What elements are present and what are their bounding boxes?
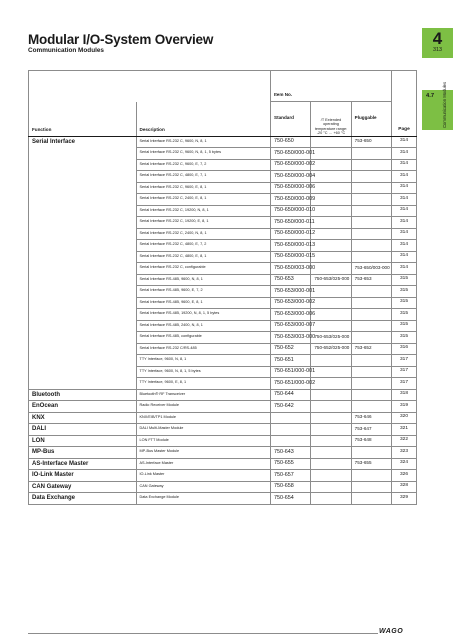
standard-item-cell: 750-654 bbox=[271, 493, 311, 505]
page-cell: 314 bbox=[392, 171, 417, 183]
function-cell bbox=[29, 366, 137, 378]
pluggable-item-cell: 753-653 bbox=[351, 274, 391, 286]
extended-item-cell bbox=[311, 194, 351, 206]
extended-item-cell bbox=[311, 251, 351, 263]
header-standard: Standard bbox=[271, 102, 311, 137]
table-row bbox=[29, 217, 417, 229]
table-row bbox=[29, 458, 417, 470]
standard-item-cell: 750-653/003-000 bbox=[271, 332, 311, 344]
pluggable-item-cell: 753-650 bbox=[351, 136, 391, 148]
section-label: Communication Modules bbox=[442, 81, 447, 128]
standard-item-cell: 750-653/000-007 bbox=[271, 320, 311, 332]
chapter-number: 4 bbox=[432, 29, 443, 48]
pluggable-item-cell: 753-648 bbox=[351, 435, 391, 447]
standard-item-cell: 750-650/000-012 bbox=[271, 228, 311, 240]
extended-item-cell bbox=[311, 159, 351, 171]
pluggable-item-cell bbox=[351, 171, 391, 183]
extended-item-cell bbox=[311, 355, 351, 367]
function-cell: EnOcean bbox=[29, 401, 137, 413]
standard-item-cell: 750-655 bbox=[271, 458, 311, 470]
pluggable-item-cell: 753-646 bbox=[351, 412, 391, 424]
description-cell: TTY Interface, 9600, N, 8, 1, 5 bytes bbox=[136, 366, 271, 378]
page-subtitle: Communication Modules bbox=[28, 47, 104, 54]
table-row bbox=[29, 159, 417, 171]
pluggable-item-cell bbox=[351, 194, 391, 206]
pluggable-item-cell bbox=[351, 320, 391, 332]
table-row bbox=[29, 493, 417, 505]
header-pluggable: Pluggable bbox=[351, 102, 391, 137]
table-row bbox=[29, 263, 417, 275]
wago-logo bbox=[379, 626, 403, 636]
table-row bbox=[29, 447, 417, 459]
extended-item-cell bbox=[311, 171, 351, 183]
function-cell bbox=[29, 343, 137, 355]
header-description: Description bbox=[136, 102, 271, 137]
standard-item-cell: 750-650/000-013 bbox=[271, 240, 311, 252]
table-row bbox=[29, 171, 417, 183]
standard-item-cell: 750-653/000-006 bbox=[271, 309, 311, 321]
description-cell: Serial Interface RS-232 C, 19200, N, 8, 1 bbox=[136, 205, 271, 217]
standard-item-cell: 750-658 bbox=[271, 481, 311, 493]
extended-item-cell bbox=[311, 366, 351, 378]
extended-item-cell bbox=[311, 136, 351, 148]
page-cell: 329 bbox=[392, 493, 417, 505]
description-cell: MP-Bus Master Module bbox=[136, 447, 271, 459]
extended-item-cell bbox=[311, 182, 351, 194]
standard-item-cell: 750-650/000-006 bbox=[271, 182, 311, 194]
header-page: Page bbox=[392, 102, 417, 137]
function-cell bbox=[29, 159, 137, 171]
table-row bbox=[29, 378, 417, 390]
page-cell: 321 bbox=[392, 424, 417, 436]
standard-item-cell: 750-650/000-004 bbox=[271, 171, 311, 183]
extended-item-cell bbox=[311, 470, 351, 482]
table-row bbox=[29, 228, 417, 240]
page-cell: 315 bbox=[392, 297, 417, 309]
pluggable-item-cell bbox=[351, 447, 391, 459]
pluggable-item-cell: 753-650/003-000 bbox=[351, 263, 391, 275]
pluggable-item-cell bbox=[351, 493, 391, 505]
overview-table bbox=[28, 70, 417, 505]
page-cell: 324 bbox=[392, 458, 417, 470]
extended-item-cell bbox=[311, 217, 351, 229]
standard-item-cell: 750-653/000-001 bbox=[271, 286, 311, 298]
table-row bbox=[29, 332, 417, 344]
table-header-row bbox=[29, 102, 417, 137]
function-cell bbox=[29, 286, 137, 298]
pluggable-item-cell bbox=[351, 240, 391, 252]
page-number: 313 bbox=[433, 47, 442, 53]
table-row bbox=[29, 148, 417, 160]
description-cell: Serial Interface RS-232 C, 19200, E, 8, 1 bbox=[136, 217, 271, 229]
table-row bbox=[29, 481, 417, 493]
table-row bbox=[29, 251, 417, 263]
wago-logo-text: WAGO bbox=[379, 627, 404, 635]
function-cell bbox=[29, 251, 137, 263]
standard-item-cell: 750-651/000-001 bbox=[271, 366, 311, 378]
pluggable-item-cell bbox=[351, 401, 391, 413]
standard-item-cell: 750-651 bbox=[271, 355, 311, 367]
description-cell: Serial Interface RS-232 C, 9600, E, 7, 2 bbox=[136, 159, 271, 171]
extended-item-cell: 750-653/025-000 bbox=[311, 274, 351, 286]
page-cell: 314 bbox=[392, 251, 417, 263]
extended-item-cell bbox=[311, 297, 351, 309]
table-row bbox=[29, 240, 417, 252]
page-cell: 326 bbox=[392, 470, 417, 482]
page-cell: 314 bbox=[392, 228, 417, 240]
page-cell: 317 bbox=[392, 378, 417, 390]
pluggable-item-cell bbox=[351, 148, 391, 160]
table-row bbox=[29, 424, 417, 436]
table-row bbox=[29, 286, 417, 298]
description-cell: Serial Interface RS-485, 2400, N, 8, 1 bbox=[136, 320, 271, 332]
extended-item-cell bbox=[311, 412, 351, 424]
extended-item-cell bbox=[311, 148, 351, 160]
table-row bbox=[29, 309, 417, 321]
extended-item-cell bbox=[311, 493, 351, 505]
description-cell: Radio Receiver Module bbox=[136, 401, 271, 413]
page-cell: 318 bbox=[392, 389, 417, 401]
page-cell: 322 bbox=[392, 435, 417, 447]
table-row bbox=[29, 355, 417, 367]
page-cell: 314 bbox=[392, 194, 417, 206]
standard-item-cell: 750-657 bbox=[271, 470, 311, 482]
description-cell: Serial Interface RS-485, 9600, E, 7, 2 bbox=[136, 286, 271, 298]
description-cell: Serial Interface RS-232 C, 9600, E, 8, 1 bbox=[136, 182, 271, 194]
extended-item-cell bbox=[311, 481, 351, 493]
function-cell: MP-Bus bbox=[29, 447, 137, 459]
function-cell bbox=[29, 148, 137, 160]
function-cell: LON bbox=[29, 435, 137, 447]
extended-item-cell bbox=[311, 263, 351, 275]
table-row bbox=[29, 401, 417, 413]
description-cell: TTY Interface, 9600, E, 8, 1 bbox=[136, 378, 271, 390]
extended-item-cell bbox=[311, 378, 351, 390]
page-cell: 314 bbox=[392, 182, 417, 194]
table-header-row bbox=[29, 71, 417, 102]
description-cell: AS-Interface Master bbox=[136, 458, 271, 470]
description-cell: Serial Interface RS-232 C, 2400, N, 8, 1 bbox=[136, 228, 271, 240]
description-cell: Serial Interface RS-232 C/RS-485 bbox=[136, 343, 271, 355]
pluggable-item-cell: 753-655 bbox=[351, 458, 391, 470]
standard-item-cell: 750-642 bbox=[271, 401, 311, 413]
standard-item-cell: 750-650/000-009 bbox=[271, 194, 311, 206]
description-cell: TTY Interface, 9600, N, 8, 1 bbox=[136, 355, 271, 367]
table-row bbox=[29, 343, 417, 355]
function-cell: DALI bbox=[29, 424, 137, 436]
pluggable-item-cell bbox=[351, 366, 391, 378]
function-cell: AS-Interface Master bbox=[29, 458, 137, 470]
description-cell: Serial Interface RS-232 C, configurable bbox=[136, 263, 271, 275]
standard-item-cell: 750-650/003-000 bbox=[271, 263, 311, 275]
function-cell: KNX bbox=[29, 412, 137, 424]
pluggable-item-cell bbox=[351, 470, 391, 482]
header-function: Function bbox=[29, 102, 137, 137]
chapter-tab bbox=[422, 28, 453, 58]
description-cell: IO-Link Master bbox=[136, 470, 271, 482]
standard-item-cell bbox=[271, 424, 311, 436]
function-cell bbox=[29, 171, 137, 183]
extended-item-cell bbox=[311, 389, 351, 401]
standard-item-cell: 750-643 bbox=[271, 447, 311, 459]
page-cell: 314 bbox=[392, 159, 417, 171]
description-cell: CAN Gateway bbox=[136, 481, 271, 493]
extended-item-cell bbox=[311, 424, 351, 436]
pluggable-item-cell bbox=[351, 217, 391, 229]
standard-item-cell: 750-650/000-002 bbox=[271, 159, 311, 171]
table-row bbox=[29, 274, 417, 286]
function-cell bbox=[29, 205, 137, 217]
pluggable-item-cell: 753-647 bbox=[351, 424, 391, 436]
table-row bbox=[29, 205, 417, 217]
extended-item-cell: 750-652/025-000 bbox=[311, 343, 351, 355]
function-cell bbox=[29, 182, 137, 194]
function-cell: Serial Interface bbox=[29, 136, 137, 148]
function-cell: CAN Gateway bbox=[29, 481, 137, 493]
standard-item-cell: 750-650/000-001 bbox=[271, 148, 311, 160]
description-cell: Serial Interface RS-232 C, 9600, N, 8, 1 bbox=[136, 136, 271, 148]
standard-item-cell: 750-650 bbox=[271, 136, 311, 148]
table-row bbox=[29, 194, 417, 206]
pluggable-item-cell bbox=[351, 378, 391, 390]
header-extended: /T Extended operating temperature range: -20 °C … +60 °C bbox=[311, 102, 351, 137]
extended-item-cell bbox=[311, 447, 351, 459]
page-cell: 317 bbox=[392, 366, 417, 378]
page-cell: 315 bbox=[392, 286, 417, 298]
extended-item-cell bbox=[311, 286, 351, 298]
table-row bbox=[29, 297, 417, 309]
pluggable-item-cell bbox=[351, 159, 391, 171]
pluggable-item-cell: 753-652 bbox=[351, 343, 391, 355]
description-cell: Serial Interface RS-485, configurable bbox=[136, 332, 271, 344]
page-cell: 315 bbox=[392, 309, 417, 321]
pluggable-item-cell bbox=[351, 309, 391, 321]
page-cell: 315 bbox=[392, 320, 417, 332]
page-cell: 317 bbox=[392, 355, 417, 367]
footer-rule bbox=[28, 633, 378, 634]
page-title: Modular I/O-System Overview bbox=[28, 32, 214, 47]
pluggable-item-cell bbox=[351, 182, 391, 194]
extended-item-cell bbox=[311, 240, 351, 252]
table-row bbox=[29, 470, 417, 482]
page-cell: 323 bbox=[392, 447, 417, 459]
function-cell bbox=[29, 240, 137, 252]
page-cell: 314 bbox=[392, 263, 417, 275]
function-cell bbox=[29, 378, 137, 390]
page-cell: 314 bbox=[392, 205, 417, 217]
description-cell: Serial Interface RS-232 C, 4800, E, 7, 1 bbox=[136, 171, 271, 183]
standard-item-cell: 750-644 bbox=[271, 389, 311, 401]
extended-item-cell bbox=[311, 309, 351, 321]
pluggable-item-cell bbox=[351, 286, 391, 298]
extended-item-cell bbox=[311, 205, 351, 217]
extended-item-cell bbox=[311, 401, 351, 413]
table-row bbox=[29, 366, 417, 378]
standard-item-cell bbox=[271, 412, 311, 424]
page-cell: 316 bbox=[392, 343, 417, 355]
table-row bbox=[29, 412, 417, 424]
pluggable-item-cell bbox=[351, 332, 391, 344]
description-cell: Serial Interface RS-232 C, 2400, E, 8, 1 bbox=[136, 194, 271, 206]
pluggable-item-cell bbox=[351, 355, 391, 367]
function-cell: Data Exchange bbox=[29, 493, 137, 505]
description-cell: Serial Interface RS-485, 9600, N, 8, 1 bbox=[136, 274, 271, 286]
standard-item-cell: 750-650/000-010 bbox=[271, 205, 311, 217]
extended-item-cell bbox=[311, 228, 351, 240]
description-cell: DALI Multi-Master Module bbox=[136, 424, 271, 436]
function-cell: Bluetooth bbox=[29, 389, 137, 401]
table-row bbox=[29, 435, 417, 447]
function-cell bbox=[29, 194, 137, 206]
standard-item-cell: 750-650/000-011 bbox=[271, 217, 311, 229]
description-cell: Serial Interface RS-232 C, 9600, N, 8, 1, 5 bytes bbox=[136, 148, 271, 160]
page-cell: 314 bbox=[392, 240, 417, 252]
page-cell: 320 bbox=[392, 412, 417, 424]
page-cell: 314 bbox=[392, 136, 417, 148]
function-cell bbox=[29, 274, 137, 286]
page-cell: 328 bbox=[392, 481, 417, 493]
function-cell bbox=[29, 355, 137, 367]
standard-item-cell bbox=[271, 435, 311, 447]
extended-item-cell bbox=[311, 435, 351, 447]
function-cell bbox=[29, 309, 137, 321]
description-cell: Bluetooth® RF Transceiver bbox=[136, 389, 271, 401]
function-cell bbox=[29, 297, 137, 309]
pluggable-item-cell bbox=[351, 481, 391, 493]
table-row bbox=[29, 182, 417, 194]
table-row bbox=[29, 389, 417, 401]
page-cell: 314 bbox=[392, 217, 417, 229]
description-cell: LON FTT Module bbox=[136, 435, 271, 447]
section-number: 4.7 bbox=[426, 93, 435, 99]
function-cell bbox=[29, 320, 137, 332]
description-cell: KNX/EIB/TP1 Module bbox=[136, 412, 271, 424]
standard-item-cell: 750-652 bbox=[271, 343, 311, 355]
page-cell: 319 bbox=[392, 401, 417, 413]
table-row bbox=[29, 320, 417, 332]
pluggable-item-cell bbox=[351, 228, 391, 240]
table-row bbox=[29, 136, 417, 148]
extended-item-cell: 750-653/025-000 bbox=[311, 332, 351, 344]
description-cell: Data Exchange Module bbox=[136, 493, 271, 505]
standard-item-cell: 750-651/000-002 bbox=[271, 378, 311, 390]
section-tab bbox=[422, 81, 453, 130]
page-cell: 315 bbox=[392, 332, 417, 344]
pluggable-item-cell bbox=[351, 297, 391, 309]
pluggable-item-cell bbox=[351, 389, 391, 401]
standard-item-cell: 750-650/000-015 bbox=[271, 251, 311, 263]
page-cell: 315 bbox=[392, 274, 417, 286]
header-item-no: Item No. bbox=[271, 71, 392, 102]
extended-item-cell bbox=[311, 320, 351, 332]
standard-item-cell: 750-653 bbox=[271, 274, 311, 286]
function-cell bbox=[29, 332, 137, 344]
standard-item-cell: 750-653/000-002 bbox=[271, 297, 311, 309]
function-cell bbox=[29, 263, 137, 275]
function-cell bbox=[29, 228, 137, 240]
pluggable-item-cell bbox=[351, 205, 391, 217]
description-cell: Serial Interface RS-232 C, 4800, E, 7, 2 bbox=[136, 240, 271, 252]
pluggable-item-cell bbox=[351, 251, 391, 263]
description-cell: Serial Interface RS-232 C, 4800, E, 8, 1 bbox=[136, 251, 271, 263]
description-cell: Serial Interface RS-485, 9600, E, 8, 1 bbox=[136, 297, 271, 309]
function-cell bbox=[29, 217, 137, 229]
page-cell: 314 bbox=[392, 148, 417, 160]
extended-item-cell bbox=[311, 458, 351, 470]
function-cell: IO-Link Master bbox=[29, 470, 137, 482]
description-cell: Serial Interface RS-485, 19200, N, 8, 1, 5 bytes bbox=[136, 309, 271, 321]
